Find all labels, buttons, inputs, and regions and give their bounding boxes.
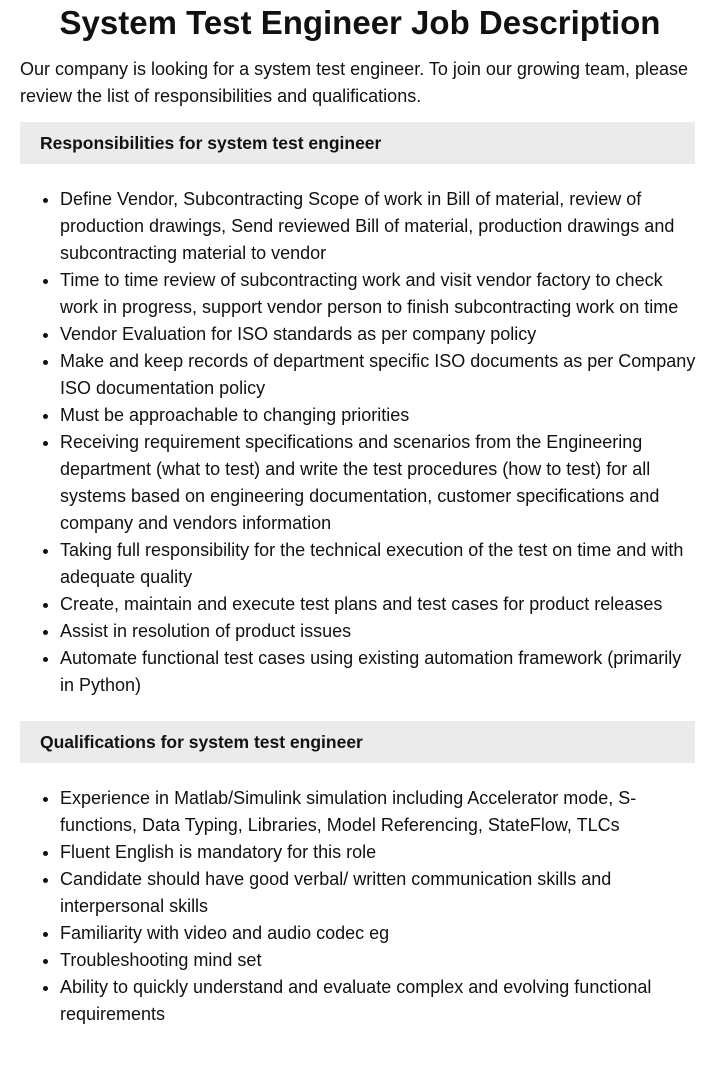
list-item: • Make and keep records of department specific ISO documents as per Company ISO documentation policy	[60, 348, 700, 402]
list-item: • Ability to quickly understand and evaluate complex and evolving functional requirements	[60, 974, 700, 1028]
page-title: System Test Engineer Job Description	[59, 4, 661, 41]
list-item: • Vendor Evaluation for ISO standards as per company policy	[60, 321, 700, 348]
list-item: • Candidate should have good verbal/ written communication skills and interpersonal skills	[60, 866, 700, 920]
list-item: • Troubleshooting mind set	[60, 947, 700, 974]
list-item: • Time to time review of subcontracting work and visit vendor factory to check work in progress, support vendor person to finish subcontracting work on time	[60, 267, 700, 321]
list-item: • Familiarity with video and audio codec eg	[60, 920, 700, 947]
list-item: • Create, maintain and execute test plans and test cases for product releases	[60, 591, 700, 618]
intro-text: Our company is looking for a system test engineer. To join our growing team, please review the list of responsibilities and qualifications.	[20, 59, 689, 106]
list-item: • Taking full responsibility for the technical execution of the test on time and with adequate quality	[60, 537, 700, 591]
list-item: • Receiving requirement specifications and scenarios from the Engineering department (what to test) and write the test procedures (how to test) for all systems based on engineering documentation, customer specifications and company and vendors information	[60, 429, 700, 537]
responsibilities-list	[0, 186, 700, 699]
list-item: • Automate functional test cases using existing automation framework (primarily in Python)	[60, 645, 700, 699]
list-item: • Fluent English is mandatory for this role	[60, 839, 700, 866]
qualifications-list	[0, 785, 700, 1028]
list-item: • Experience in Matlab/Simulink simulation including Accelerator mode, S-functions, Data Typing, Libraries, Model Referencing, StateFlow, TLCs	[60, 785, 700, 839]
qualifications-heading: Qualifications for system test engineer	[20, 721, 695, 763]
list-item: • Assist in resolution of product issues	[60, 618, 700, 645]
list-item: • Define Vendor, Subcontracting Scope of work in Bill of material, review of production drawings, Send reviewed Bill of material, production drawings and subcontracting material to vendor	[60, 186, 700, 267]
responsibilities-heading: Responsibilities for system test engineer	[20, 122, 695, 164]
list-item: • Must be approachable to changing priorities	[60, 402, 700, 429]
